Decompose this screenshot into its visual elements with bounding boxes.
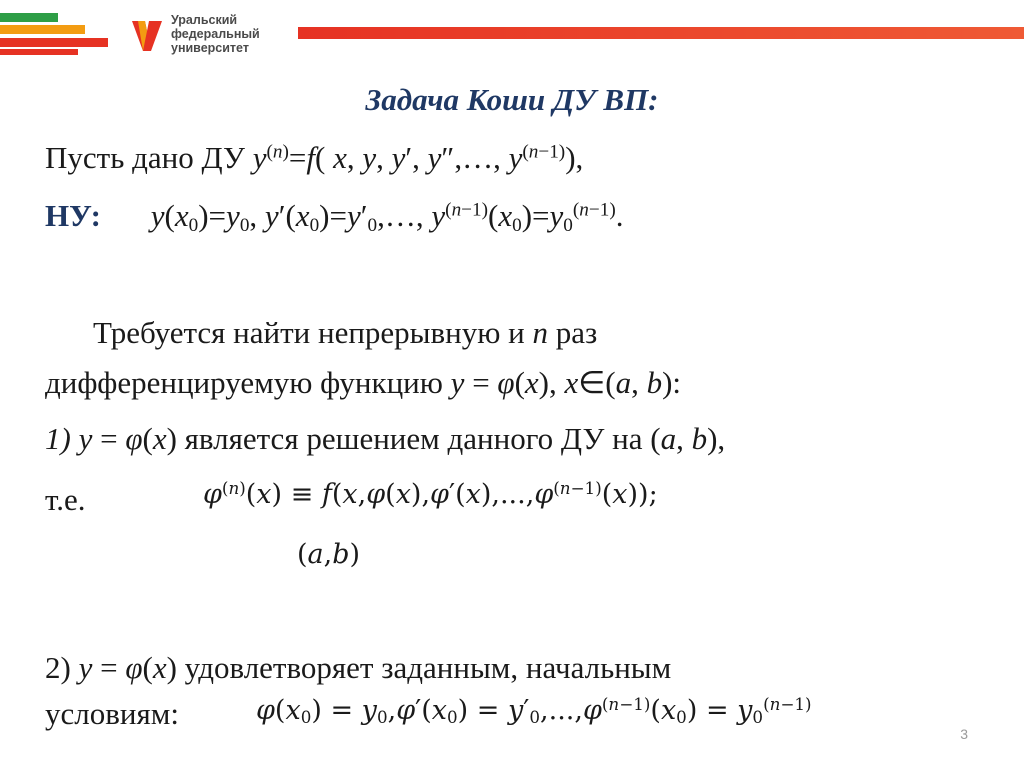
conditions-line [45, 696, 179, 732]
item-1-text: является решением данного ДУ на [176, 421, 651, 456]
condition-1: 1) y = φ(x) является решением данного ДУ на (a, b), [45, 421, 726, 456]
te-label: т.е. [45, 482, 86, 517]
function-text: дифференцируемую функцию [45, 365, 451, 400]
header-bar [0, 0, 1024, 70]
requirement-n: n [532, 315, 548, 350]
initial-values-formula: $\varphi(x_0) = y_0,\varphi'(x_0) = y'_0,...,\varphi^{(n-1)}(x_0) = y_0^{(n-1)}$ [256, 693, 812, 728]
requirement-end: раз [547, 315, 598, 350]
stripe-red-right [298, 27, 1024, 39]
ode-statement: Пусть дано ДУ $y^{(n)}=f$( x, y, y′, y″,…, $y^{(n-1)}$), [45, 140, 584, 175]
conditions-label: условиям: [45, 696, 179, 731]
requirement-line-1 [93, 315, 597, 351]
condition-2: 2) y = φ(x) удовлетворяет заданным, начальным [45, 650, 672, 685]
slide-title: Задача Коши ДУ ВП: [365, 82, 659, 117]
item-2-number: 2) [45, 650, 71, 685]
stripe-orange [0, 25, 85, 34]
item-1-number: 1) [45, 421, 71, 456]
item-2-text: удовлетворяет заданным, начальным [176, 650, 672, 685]
stripe-red-left [0, 38, 108, 47]
requirement-text: Требуется найти непрерывную и [93, 315, 533, 350]
initial-conditions: НУ: $y(x_0)=y_0$, $y'(x_0)=y'_0,\dots$, $y^{(n-1)}(x_0)=y_0^{(n-1)}$. [45, 198, 624, 236]
nu-label: НУ: [45, 198, 102, 233]
university-name [171, 13, 260, 55]
stripe-red-left-2 [0, 49, 78, 55]
te-line [45, 482, 85, 518]
logo-line-1: Уральский [171, 13, 238, 27]
university-logo-icon [130, 17, 164, 53]
interval-formula: (a,b) [297, 539, 361, 570]
stripe-green [0, 13, 58, 22]
requirement-line-2: дифференцируемую функцию y = φ(x), x∈(a, b): [45, 365, 682, 400]
logo-line-3: университет [171, 41, 249, 55]
logo-line-2: федеральный [171, 27, 260, 41]
page-number: 3 [960, 726, 968, 742]
ode-intro-text: Пусть дано ДУ [45, 140, 253, 175]
identity-formula: $\varphi^{(n)}(x) \equiv f(x,\varphi(x),\varphi'(x),...,\varphi^{(n-1)}(x))$; [203, 477, 658, 510]
